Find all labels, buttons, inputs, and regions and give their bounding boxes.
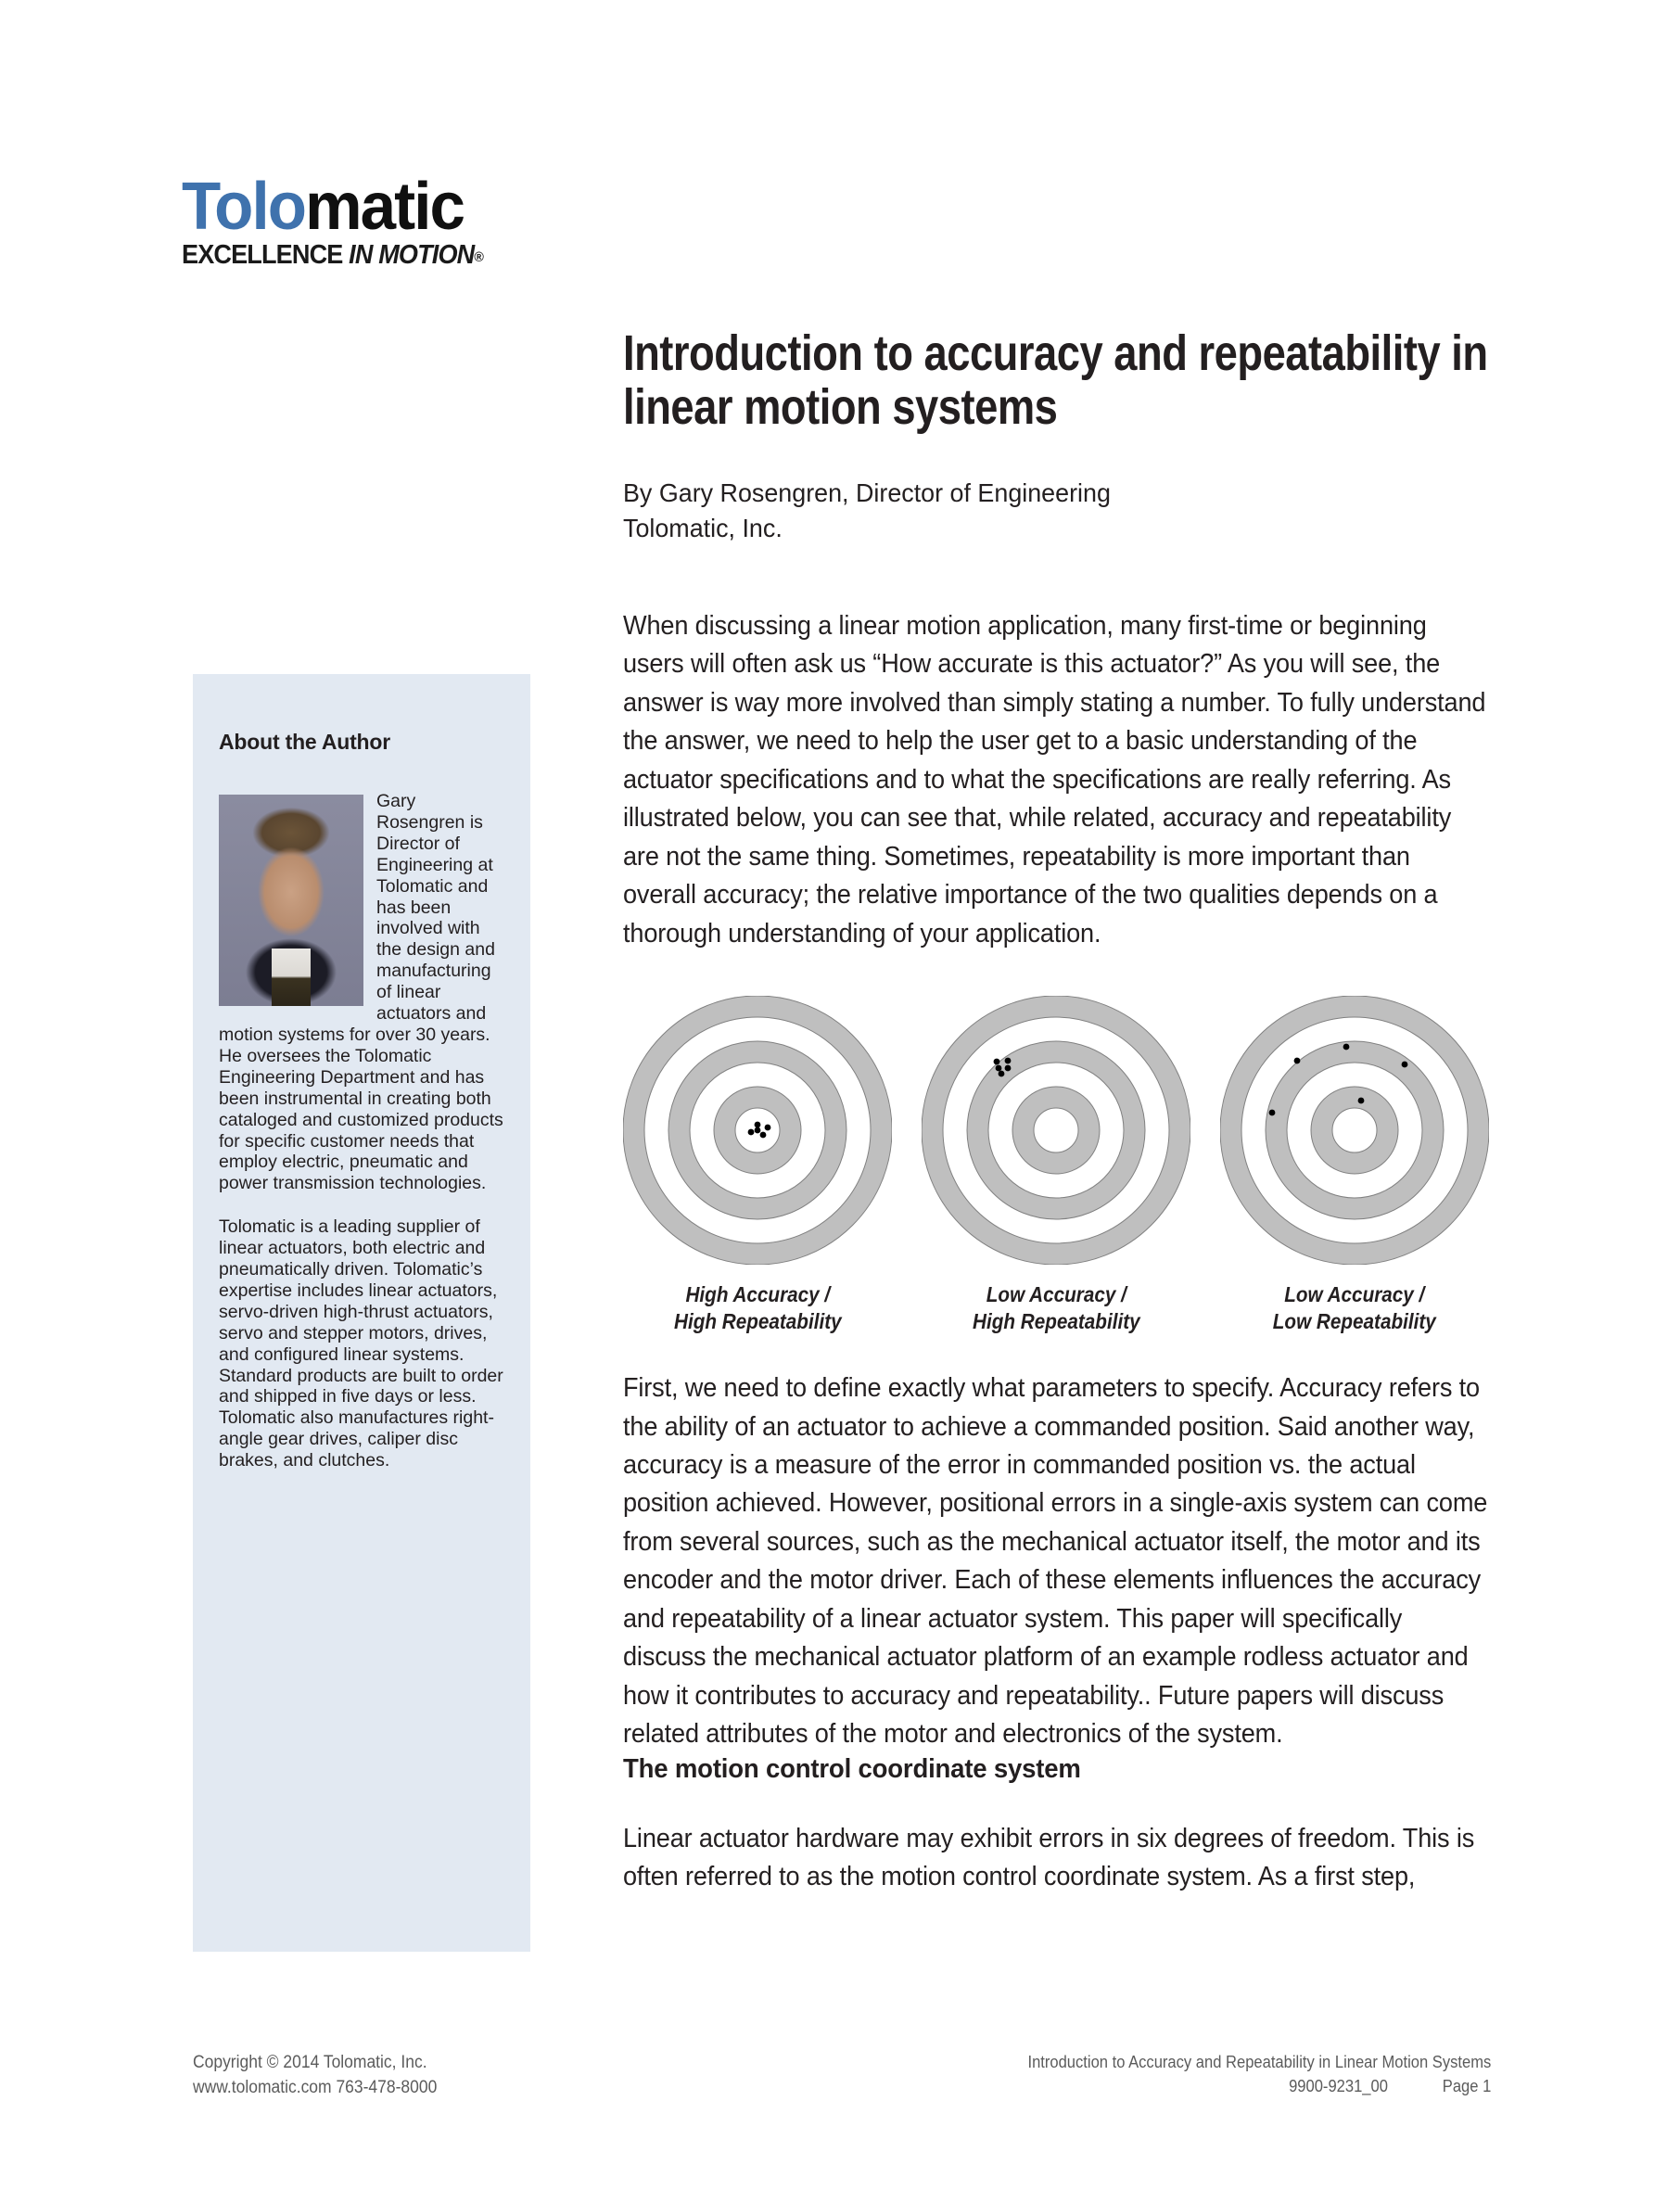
logo-tagline <box>182 240 556 271</box>
page-title: Introduction to accuracy and repeatability in linear motion systems <box>623 325 1488 436</box>
target-cell-low-accuracy-high-repeatability <box>922 996 1190 1334</box>
target-cell-high-accuracy-high-repeatability <box>623 996 892 1334</box>
target-diagram-3 <box>1220 996 1489 1265</box>
sidebar-paragraph-2: Tolomatic is a leading supplier of linear actuators, both electric and pneumatically driven. Tolomatic’s expertise includes linear actuators, servo-driven high-thrust actuators, servo and stepper motors, drives, and configured linear systems. Standard products are built to order and shipped in five days or less. Tolomatic also manufactures right-angle gear drives, caliper disc brakes, and clutches. <box>219 1216 503 1471</box>
accuracy-repeatability-figure <box>623 996 1489 1334</box>
target-caption-1 <box>674 1281 842 1334</box>
target-cell-low-accuracy-low-repeatability <box>1220 996 1489 1334</box>
footer-copyright: Copyright © 2014 Tolomatic, Inc. <box>193 2053 427 2072</box>
sidebar-body-text <box>219 791 504 1471</box>
registered-mark-icon: ® <box>474 249 484 266</box>
footer-contact: www.tolomatic.com 763-478-8000 <box>193 2077 438 2097</box>
target-caption-1-line1: High Accuracy / <box>685 1282 830 1306</box>
footer-doc-meta <box>1027 2075 1491 2099</box>
footer-doc-title: Introduction to Accuracy and Repeatability in Linear Motion Systems <box>1027 2053 1491 2071</box>
about-the-author-sidebar <box>193 674 530 1952</box>
body-paragraph-1: When discussing a linear motion application, many first-time or beginning users will often ask us “How accurate is this actuator?” As you will see, the answer is way more involved than simply stating a number. To fully understand the answer, we need to help the user get to a basic understanding of the actuator specifications and to what the specifications are really referring. As illustrated below, you can see that, while related, accuracy and repeatability are not the same thing. Sometimes, repeatability is more important than overall accuracy; the relative importance of the two qualities depends on a thorough understanding of your application. <box>623 610 1486 949</box>
section-heading-motion-control-coordinate-system: The motion control coordinate system <box>623 1753 1081 1784</box>
sidebar-heading: About the Author <box>219 730 391 754</box>
tolomatic-logo <box>182 170 576 299</box>
body-paragraph-3: Linear actuator hardware may exhibit errors in six degrees of freedom. This is often referred to as the motion control coordinate system. As a first step, <box>623 1823 1475 1892</box>
page-footer <box>193 2051 1491 2101</box>
logo-wordmark <box>182 170 560 244</box>
sidebar-content <box>219 730 504 1471</box>
target-caption-1-line2: High Repeatability <box>673 1308 842 1333</box>
byline-author: By Gary Rosengren, Director of Engineering <box>623 477 1111 507</box>
footer-doc-number: 9900-9231_00 <box>1288 2076 1388 2095</box>
sidebar-paragraph-1: Gary Rosengren is Director of Engineering at Tolomatic and has been involved with the design and manufacturing of linear actuators and motion systems for over 30 years. He oversees the Tolomatic Engineering Department and has been instrumental in creating both cataloged and customized products for specific customer needs that employ electric, pneumatic and power transmission technologies. <box>219 791 503 1194</box>
byline-company: Tolomatic, Inc. <box>623 513 783 542</box>
target-caption-3-line2: Low Repeatability <box>1272 1308 1436 1333</box>
footer-page-label: Page 1 <box>1442 2076 1491 2095</box>
target-caption-2-line2: High Repeatability <box>972 1308 1140 1333</box>
footer-right <box>1027 2051 1491 2098</box>
target-caption-2 <box>973 1281 1140 1334</box>
logo-word-blue: Tolo <box>182 170 306 244</box>
byline <box>623 476 1455 546</box>
logo-tagline-italic: IN MOTION <box>349 240 475 271</box>
target-diagram-1 <box>623 996 892 1265</box>
logo-word-black: matic <box>305 170 465 244</box>
author-portrait-photo <box>219 795 363 1006</box>
target-diagram-2 <box>922 996 1190 1265</box>
logo-tagline-plain: EXCELLENCE <box>182 240 350 271</box>
footer-left <box>193 2051 437 2101</box>
target-caption-3-line1: Low Accuracy / <box>1284 1282 1425 1306</box>
body-paragraph-2: First, we need to define exactly what parameters to specify. Accuracy refers to the ability of an actuator to achieve a commanded position. Said another way, accuracy is a measure of the error in commanded position vs. the actual position achieved. However, positional errors in a single-axis system can come from several sources, such as the mechanical actuator itself, the motor and its encoder and the motor driver. Each of these elements influences the accuracy and repeatability of a linear actuator system. This paper will specifically discuss the mechanical actuator platform of an example rodless actuator and how it contributes to accuracy and repeatability.. Future papers will discuss related attributes of the motor and electronics of the system. <box>623 1373 1488 1750</box>
target-caption-3 <box>1273 1281 1436 1334</box>
target-caption-2-line1: Low Accuracy / <box>986 1282 1126 1306</box>
targets-row <box>623 996 1489 1334</box>
main-column <box>623 326 1489 1897</box>
